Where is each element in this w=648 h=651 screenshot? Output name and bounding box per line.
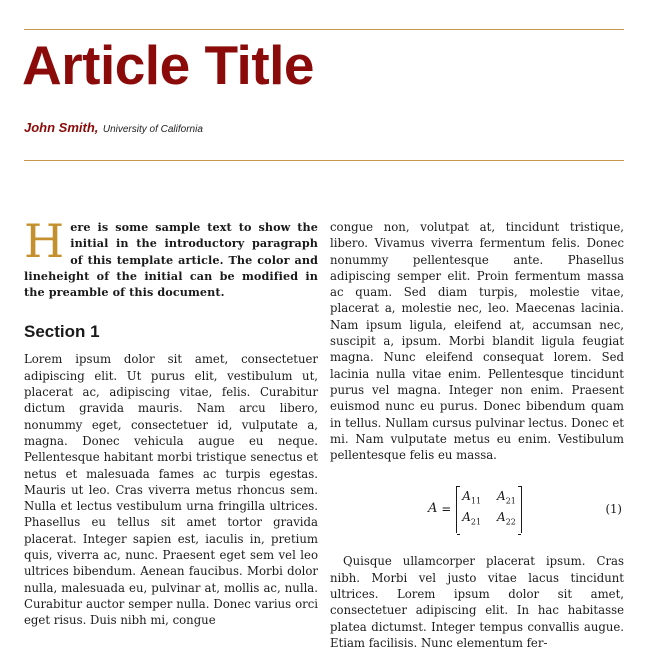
article-title: Article Title [22,34,315,96]
header-bottom-rule [24,160,624,161]
author-affiliation: University of California [102,124,203,135]
author-line [24,119,203,137]
equation-body [428,489,522,529]
matrix [456,486,522,533]
equals-sign: = [441,502,452,517]
body-paragraph-after-equation: Quisque ullamcorper placerat ipsum. Cras nibh. Morbi vel justo vitae lacus tincidunt ultrices. Lorem ipsum dolor sit amet, consectetuer adipiscing elit. In hac habitasse platea dictumst. Integer tempus convallis augue. Etiam facilisis. Nunc elementum fer- [330,554,624,650]
intro-paragraph [24,214,318,300]
intro-text: ere is some sample text to show the initial in the introductory paragraph of this template article. The color and lineheight of the initial can be modified in the preamble of this document. [24,220,318,300]
header-top-rule [24,29,624,30]
author-name: John Smith, [24,120,99,135]
equation-lhs: A [428,501,438,517]
section-heading: Section 1 [24,322,100,342]
right-column [330,219,624,651]
matrix-entry-12: $A_{21}$ [497,489,516,506]
matrix-entry-11: $A_{11}$ [462,489,482,506]
matrix-entry-21: $A_{21}$ [462,510,482,527]
equation-number: (1) [605,502,622,517]
matrix-entry-22: $A_{22}$ [497,510,516,527]
matrix-equation [330,489,624,529]
body-paragraph-continued: congue non, volutpat at, tincidunt tristique, libero. Vivamus viverra fermentum felis. Donec nonummy pellentesque ante. Phasellus adipiscing semper elit. Proin fermentum massa ac quam. Sed diam turpis, molestie vitae, placerat a, molestie nec, leo. Maecenas lacinia. Nam ipsum ligula, eleifend at, accumsan nec, suscipit a, ipsum. Morbi blandit ligula feugiat magna. Nunc eleifend consequat lorem. Sed lacinia nulla vitae enim. Pellentesque tincidunt purus vel magna. Integer non enim. Praesent euismod nunc eu purus. Donec bibendum quam in tellus. Nullam cursus pulvinar lectus. Donec et mi. Nam vulputate metus eu enim. Vestibulum pellentesque felis eu massa. [330,220,624,463]
left-column [24,214,318,629]
drop-cap: H [24,214,65,268]
body-paragraph: Lorem ipsum dolor sit amet, consectetuer adipiscing elit. Ut purus elit, vestibulum ut, placerat ac, adipiscing vitae, felis. Curabitur dictum gravida mauris. Nam arcu libero, nonummy eget, consectetuer id, vulputate a, magna. Donec vehicula augue eu neque. Pellentesque habitant morbi tristique senectus et netus et malesuada fames ac turpis egestas. Mauris ut leo. Cras viverra metus rhoncus sem. Nulla et lectus vestibulum urna fringilla ultrices. Phasellus eu tellus sit amet tortor gravida placerat. Integer sapien est, iaculis in, pretium quis, viverra ac, nunc. Praesent eget sem vel leo ultrices bibendum. Aenean faucibus. Morbi dolor nulla, malesuada eu, pulvinar at, mollis ac, nulla. Curabitur auctor semper nulla. Donec varius orci eget risus. Duis nibh mi, congue [24,352,318,628]
